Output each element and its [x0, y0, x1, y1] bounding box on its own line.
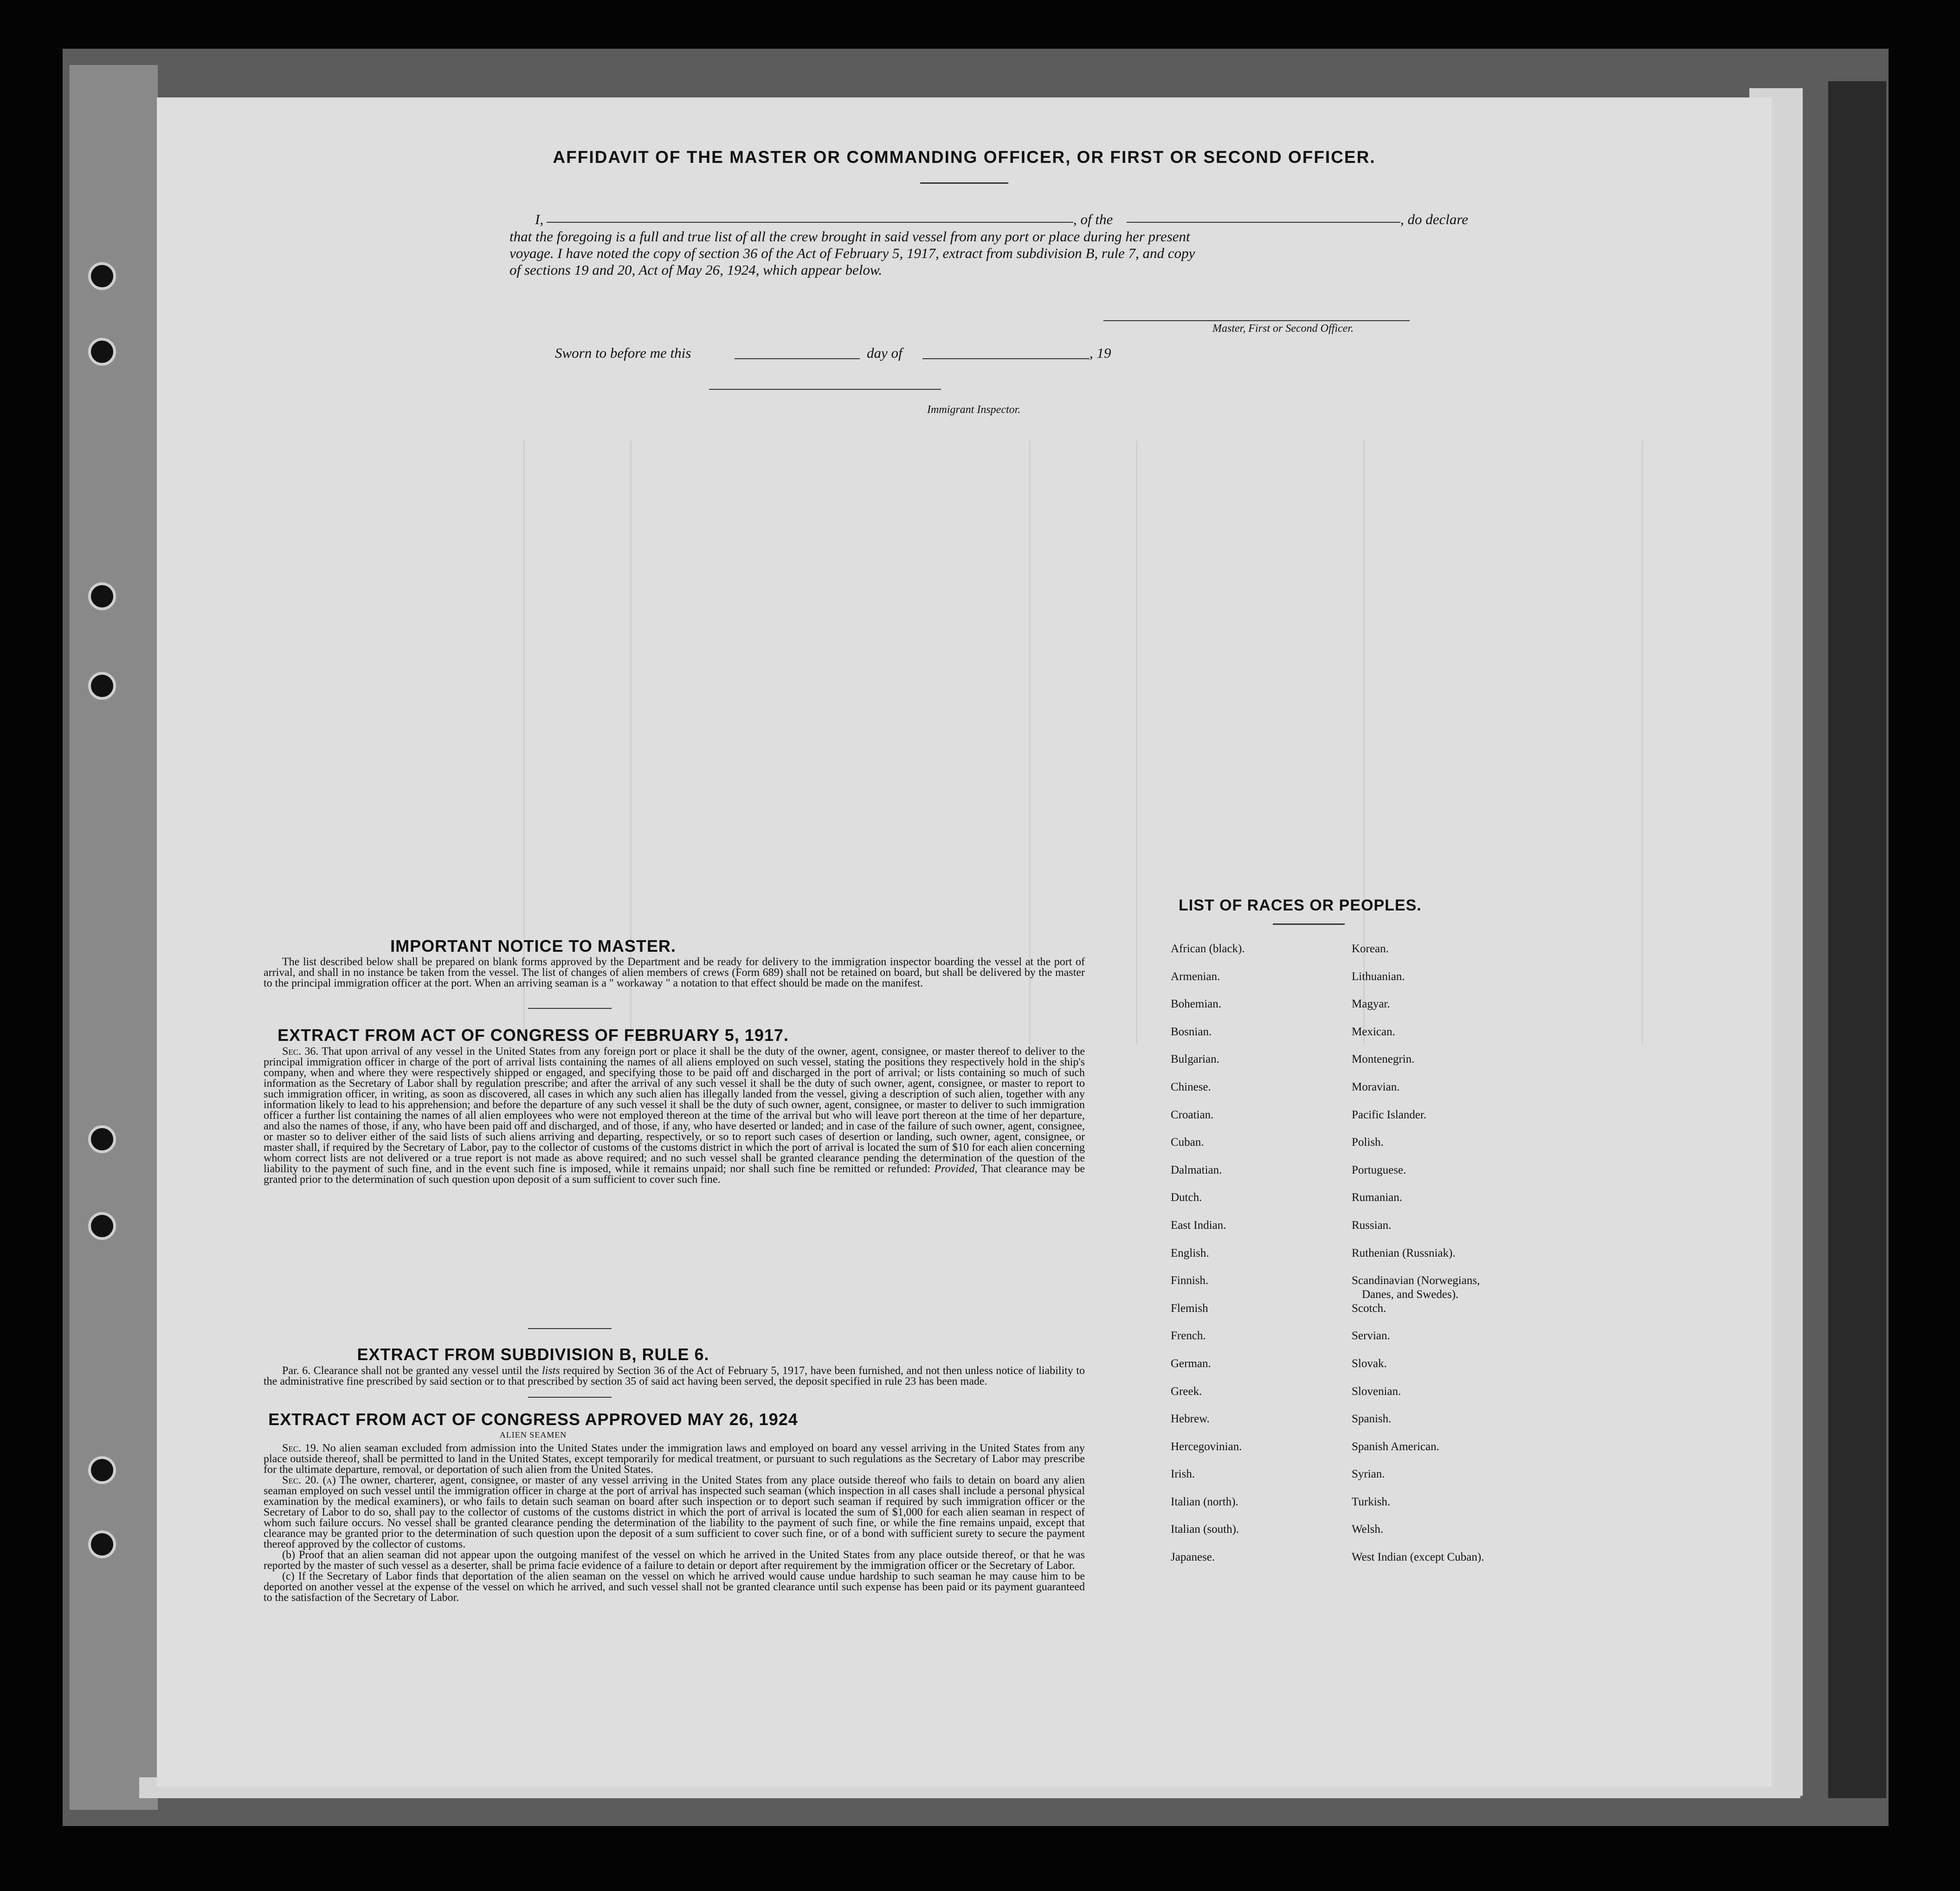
- race-item: Bosnian.: [1171, 1025, 1212, 1038]
- race-item: Greek.: [1171, 1385, 1202, 1398]
- race-item: Polish.: [1352, 1136, 1384, 1149]
- name-blank: [547, 222, 1073, 223]
- race-item: Cuban.: [1171, 1136, 1204, 1149]
- inspector-label: Immigrant Inspector.: [927, 404, 1021, 416]
- notice-title: IMPORTANT NOTICE TO MASTER.: [390, 936, 676, 955]
- race-item: [1352, 1274, 1547, 1302]
- race-item: Turkish.: [1352, 1495, 1391, 1508]
- binding-hole: [88, 1530, 116, 1558]
- races-title-rule: [1273, 923, 1345, 925]
- race-item: Spanish American.: [1352, 1440, 1439, 1453]
- inspector-signature-line: [709, 389, 941, 390]
- affidavit-line-2: voyage. I have noted the copy of section 36 of the Act of February 5, 1917, extract from subdivision B, rule 7, and copy: [509, 245, 1195, 261]
- sworn-day-blank: [735, 358, 860, 359]
- binding-hole: [88, 1456, 116, 1484]
- binding-hole: [88, 1212, 116, 1240]
- race-item: Slovak.: [1352, 1357, 1387, 1370]
- rule6-title: EXTRACT FROM SUBDIVISION B, RULE 6.: [357, 1345, 709, 1364]
- race-item: East Indian.: [1171, 1219, 1226, 1232]
- affidavit-i: I,: [535, 211, 544, 227]
- rule6-text: [264, 1366, 1085, 1387]
- alien-seamen-subtitle: ALIEN SEAMEN: [499, 1430, 567, 1439]
- extract-1917-text: [264, 1046, 1085, 1185]
- race-item: Moravian.: [1352, 1080, 1400, 1093]
- race-item: Magyar.: [1352, 998, 1390, 1011]
- binding-hole: [88, 338, 116, 366]
- race-item: Pacific Islander.: [1352, 1108, 1427, 1121]
- section-19-body: No alien seaman excluded from admission into the United States under the immigration laws and employed on board any vessel arriving in the United States from any place outside thereof, shall be permitted to land in the United States, except temporarily for medical treatment, or pursuant to such regulations as the Secretary of Labor may prescribe for the ultimate departure, removal, or deportation of such alien from the United States.: [264, 1442, 1085, 1476]
- race-item: Hercegovinian.: [1171, 1440, 1242, 1453]
- binding-hole: [88, 582, 116, 610]
- section-36-end: That clearance may be granted prior to the determination of such question upon deposit of a sum sufficient to cover such fine.: [264, 1163, 1085, 1186]
- race-item: French.: [1171, 1330, 1206, 1342]
- section-19: [264, 1443, 1085, 1475]
- race-item: Flemish: [1171, 1302, 1208, 1315]
- race-item: Rumanian.: [1352, 1191, 1403, 1204]
- extract-1924-title: EXTRACT FROM ACT OF CONGRESS APPROVED MAY 26, 1924: [268, 1410, 798, 1429]
- race-item: Russian.: [1352, 1219, 1392, 1232]
- race-item-line-1: Scandinavian (Norwegians,: [1352, 1274, 1480, 1287]
- day-of-label: day of: [867, 345, 903, 361]
- provided-word: Provided,: [934, 1163, 978, 1175]
- race-item: Italian (south).: [1171, 1523, 1239, 1536]
- document-page: [157, 97, 1772, 1787]
- race-item: Mexican.: [1352, 1025, 1395, 1038]
- race-item: Spanish.: [1352, 1413, 1392, 1426]
- race-item: English.: [1171, 1246, 1209, 1259]
- race-item: Welsh.: [1352, 1523, 1384, 1536]
- section-20a-body: The owner, charterer, agent, consignee, or master of any vessel arriving in the United States from any place outside thereof who fails to detain on board any alien seaman employed on such vessel until the immigration officer in charge at the port of arrival has inspected such seaman (which inspection in all cases shall include a personal physical examination by the medical examiners), or who fails to detain such seaman on board after such inspection or to deport such seaman if required by such immigration officer or the Secretary of Labor to do so, shall pay to the collector of customs of the customs district in which the port of arrival is located the sum of $1,000 for each alien seaman in respect of whom such failure occurs. No vessel shall be granted clearance pending the determination of the liability to the payment of such fine, or while the fine remains unpaid, except that clearance may be granted prior to the determination of such question upon the deposit of a sum sufficient to cover such fine, or of a bond with sufficient surety to secure the payment thereof approved by the collector of customs.: [264, 1474, 1085, 1550]
- race-item: Bulgarian.: [1171, 1053, 1219, 1066]
- race-item: African (black).: [1171, 942, 1245, 955]
- race-item: Servian.: [1352, 1330, 1390, 1342]
- race-item: Dutch.: [1171, 1191, 1202, 1204]
- master-signature-label: Master, First or Second Officer.: [1212, 323, 1354, 335]
- bleed-through-rule: [1136, 441, 1137, 1044]
- race-item: Armenian.: [1171, 970, 1220, 983]
- race-item: Syrian.: [1352, 1468, 1385, 1481]
- section-20c: (c) If the Secretary of Labor finds that deportation of the alien seaman on the vessel on which he arrived would cause undue hardship to such seaman he may cause him to be deported on another vessel at the expense of the vessel on which he arrived, and such vessel shall not be granted clearance until such expense has been paid or its payment guaranteed to the satisfaction of the Secretary of Labor.: [264, 1570, 1085, 1604]
- race-item: German.: [1171, 1357, 1211, 1370]
- title-rule: [920, 182, 1008, 184]
- race-item: Dalmatian.: [1171, 1163, 1222, 1176]
- affidavit-body: [509, 228, 1581, 278]
- race-item: West Indian (except Cuban).: [1352, 1551, 1484, 1564]
- section-19-label: Sec. 19.: [282, 1442, 319, 1454]
- race-item: Finnish.: [1171, 1274, 1209, 1287]
- master-signature-line: [1103, 320, 1410, 321]
- binding-hole: [88, 262, 116, 290]
- race-item: Hebrew.: [1171, 1413, 1210, 1426]
- section-20-label: Sec. 20. (a): [282, 1474, 336, 1486]
- right-binding-strip: [1828, 81, 1886, 1798]
- affidavit-line-1: that the foregoing is a full and true list of all the crew brought in said vessel from any port or place during her present: [509, 228, 1190, 245]
- races-column-2: [1352, 942, 1547, 1578]
- affidavit-declare: , do declare: [1400, 211, 1469, 227]
- affidavit-title: AFFIDAVIT OF THE MASTER OR COMMANDING OFFICER, OR FIRST OR SECOND OFFICER.: [553, 148, 1376, 167]
- race-item: Portuguese.: [1352, 1163, 1406, 1176]
- vessel-blank: [1127, 222, 1400, 223]
- notice-rule: [528, 1008, 612, 1009]
- race-item: Montenegrin.: [1352, 1053, 1415, 1066]
- extract-1917-title: EXTRACT FROM ACT OF CONGRESS OF FEBRUARY 5, 1917.: [277, 1026, 789, 1045]
- section-20a: [264, 1475, 1085, 1550]
- race-item: Korean.: [1352, 942, 1389, 955]
- par-6-label: Par. 6.: [282, 1365, 311, 1377]
- race-item: Scotch.: [1352, 1302, 1386, 1315]
- race-item: Italian (north).: [1171, 1495, 1238, 1508]
- notice-text: The list described below shall be prepared on blank forms approved by the Department and be ready for delivery to the immigration inspector boarding the vessel at the port of arrival, and shall in no instance be taken from the vessel. The list of changes of alien members of crews (Form 689) shall not be retained on board, but shall be delivered by the master to the principal immigration officer at the port. When an arriving seaman is a " workaway " a notation to that effect should be made on the manifest.: [264, 956, 1085, 989]
- extract-1917-rule: [528, 1328, 612, 1329]
- year-label: , 19: [1090, 345, 1111, 361]
- affidavit-line-3: of sections 19 and 20, Act of May 26, 1924, which appear below.: [509, 262, 883, 278]
- rule6-body-a: Clearance shall not be granted any vessel until the: [313, 1365, 542, 1377]
- affidavit-of-the: , of the: [1073, 211, 1113, 227]
- race-item: Croatian.: [1171, 1108, 1214, 1121]
- race-item: Japanese.: [1171, 1551, 1215, 1564]
- month-blank: [922, 358, 1090, 359]
- binding-hole: [88, 1125, 116, 1153]
- race-item: Bohemian.: [1171, 998, 1222, 1011]
- race-item: Ruthenian (Russniak).: [1352, 1246, 1456, 1259]
- extract-1924-text: [264, 1443, 1085, 1603]
- races-title: LIST OF RACES OR PEOPLES.: [1179, 897, 1422, 914]
- bleed-through-rule: [1029, 441, 1031, 1044]
- races-column-1: [1171, 942, 1347, 1578]
- lists-word: lists: [542, 1365, 560, 1377]
- rule6-body-b: required by Section 36 of the Act of February 5, 1917, have been furnished, and not then unless notice of liability to the administrative fine prescribed by said section or to that prescribed by section 35 of said act having been served, the deposit specified in rule 23 has been made.: [264, 1365, 1085, 1388]
- binding-hole: [88, 672, 116, 700]
- sworn-label: Sworn to before me this: [555, 345, 691, 361]
- race-item-line-2: Danes, and Swedes).: [1362, 1288, 1459, 1301]
- rule6-rule: [528, 1397, 612, 1398]
- section-36-label: Sec. 36.: [282, 1046, 319, 1058]
- race-item: Slovenian.: [1352, 1385, 1401, 1398]
- race-item: Irish.: [1171, 1468, 1195, 1481]
- section-20b: (b) Proof that an alien seaman did not appear upon the outgoing manifest of the vessel on which he arrived in the United States from any place outside thereof, or that he was reported by the master of such vessel as a deserter, shall be prima facie evidence of a failure to detain or deport after requirement by the immigration officer or the Secretary of Labor.: [264, 1549, 1085, 1572]
- bleed-through-rule: [1642, 441, 1643, 1044]
- race-item: Lithuanian.: [1352, 970, 1405, 983]
- race-item: Chinese.: [1171, 1080, 1211, 1093]
- section-36-body: That upon arrival of any vessel in the United States from any foreign port or place it shall be the duty of the owner, agent, consignee, or master thereof to deliver to the principal immigration officer in charge of the port of arrival lists containing the names of all aliens employed on such vessel, stating the positions they respectively hold in the ship's company, when and where they were respectively shipped or engaged, and specifying those to be paid off and discharged in the port of arrival; or lists containing so much of such information as the Secretary of Labor shall by regulation prescribe; and after the arrival of any such vessel it shall be the duty of such owner, agent, consignee, or master to report to such immigration officer, in writing, as soon as discovered, all cases in which any such alien has illegally landed from the vessel, giving a description of such alien, together with any information likely to lead to his apprehension; and before the departure of any such vessel it shall be the duty of such owner, agent, consignee, or master to deliver to such immigration officer a further list containing the names of all alien employees who were not employed thereon at the time of the arrival but who will leave port thereon at the time of her departure, and also the names of those, if any, who have been paid off and discharged, and of those, if any, who have deserted or landed; and in case of the failure of such owner, agent, consignee, or master so to deliver either of the said lists of such aliens arriving and departing, respectively, or so to report such cases of desertion or landing, such owner, agent, consignee, or master shall, if required by the Secretary of Labor, pay to the collector of customs of the customs district in which the port of arrival is located the sum of $10 for each alien concerning whom correct lists are not delivered or a true report is not made as above required; and no such vessel shall be granted clearance pending the determination of the question of the liability to the payment of such fine, and in the event such fine is imposed, while it remains unpaid; nor shall such fine be remitted or refunded:: [264, 1046, 1085, 1175]
